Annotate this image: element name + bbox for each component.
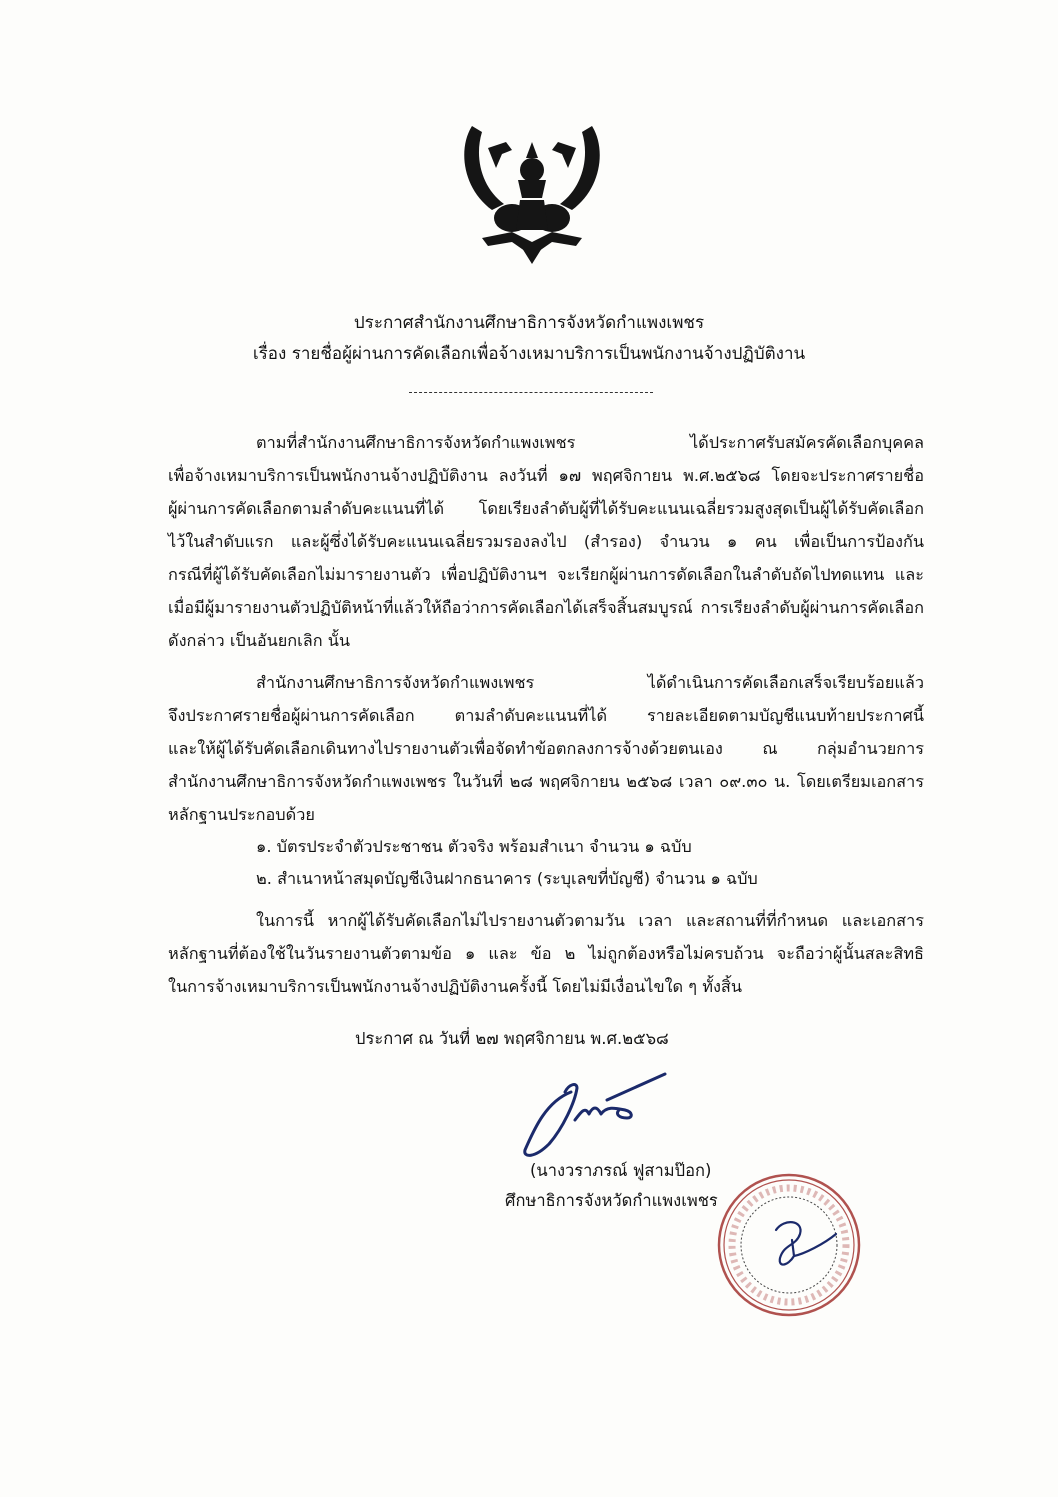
paragraph1-line: เพื่อจ้างเหมาบริการเป็นพนักงานจ้างปฏิบัติงาน ลงวันที่ ๑๗ พฤศจิกายน พ.ศ.๒๕๖๘ โดยจะประกาศรายชื่อ: [168, 466, 924, 485]
paragraph3-line: ในการนี้ หากผู้ได้รับคัดเลือกไม่ไปรายงานตัวตามวัน เวลา และสถานที่ที่กำหนด และเอกสาร: [256, 911, 924, 930]
document-list-item: ๑. บัตรประจำตัวประชาชน ตัวจริง พร้อมสำเนา จำนวน ๑ ฉบับ: [256, 837, 692, 856]
paragraph1-line: ตามที่สำนักงานศึกษาธิการจังหวัดกำแพงเพชร ได้ประกาศรับสมัครคัดเลือกบุคคล: [256, 433, 924, 452]
announcement-title: ประกาศสำนักงานศึกษาธิการจังหวัดกำแพงเพชร: [353, 313, 705, 333]
paragraph1-line: ดังกล่าว เป็นอันยกเลิก นั้น: [168, 631, 350, 650]
paragraph2-line: จึงประกาศรายชื่อผู้ผ่านการคัดเลือก ตามลำดับคะแนนที่ได้ รายละเอียดตามบัญชีแนบท้ายประกาศนี้: [168, 706, 924, 725]
announcement-date: ประกาศ ณ วันที่ ๒๗ พฤศจิกายน พ.ศ.๒๕๖๘: [355, 1029, 669, 1048]
paragraph2-line: หลักฐานประกอบด้วย: [168, 805, 315, 824]
document-list-item: ๒. สำเนาหน้าสมุดบัญชีเงินฝากธนาคาร (ระบุเลขที่บัญชี) จำนวน ๑ ฉบับ: [256, 869, 758, 888]
paragraph3-line: หลักฐานที่ต้องใช้ในวันรายงานตัวตามข้อ ๑ และ ข้อ ๒ ไม่ถูกต้องหรือไม่ครบถ้วน จะถือว่าผู้นั้นสละสิทธิ: [168, 944, 924, 963]
paragraph2-line: สำนักงานศึกษาธิการจังหวัดกำแพงเพชร ในวันที่ ๒๘ พฤศจิกายน ๒๕๖๘ เวลา ๐๙.๓๐ น. โดยเตรียมเอกสาร: [168, 772, 924, 791]
paragraph2-line: และให้ผู้ได้รับคัดเลือกเดินทางไปรายงานตัวเพื่อจัดทำข้อตกลงการจ้างด้วยตนเอง ณ กลุ่มอำนวยการ: [168, 739, 924, 758]
signatory-title: ศึกษาธิการจังหวัดกำแพงเพชร: [505, 1191, 718, 1210]
paragraph3-line: ในการจ้างเหมาบริการเป็นพนักงานจ้างปฏิบัติงานครั้งนี้ โดยไม่มีเงื่อนไขใด ๆ ทั้งสิ้น: [168, 977, 742, 996]
divider: [409, 392, 653, 393]
paragraph1-line: เมื่อมีผู้มารายงานตัวปฏิบัติหน้าที่แล้วให้ถือว่าการคัดเลือกได้เสร็จสิ้นสมบูรณ์ การเรียงลำดับผู้ผ่านการคัดเลือก: [168, 598, 924, 617]
garuda-emblem-icon: [452, 118, 612, 268]
announcement-subject: เรื่อง รายชื่อผู้ผ่านการคัดเลือกเพื่อจ้างเหมาบริการเป็นพนักงานจ้างปฏิบัติงาน: [252, 344, 806, 364]
official-seal-icon: [714, 1170, 864, 1320]
handwritten-signature-icon: [515, 1062, 675, 1162]
paragraph1-line: กรณีที่ผู้ได้รับคัดเลือกไม่มารายงานตัว เพื่อปฏิบัติงานฯ จะเรียกผู้ผ่านการดัดเลือกในลำดับถัดไปทดแทน และ: [168, 565, 924, 584]
paragraph1-line: ไว้ในสำดับแรก และผู้ซึ่งได้รับคะแนนเฉลี่ยรวมรองลงไป (สำรอง) จำนวน ๑ คน เพื่อเป็นการป้องกัน: [168, 532, 924, 551]
signatory-name: (นางวราภรณ์ ฟูสามป๊อก): [530, 1161, 712, 1180]
paragraph1-line: ผู้ผ่านการคัดเลือกตามลำดับคะแนนที่ได้ โดยเรียงลำดับผู้ที่ได้รับคะแนนเฉลี่ยรวมสูงสุดเป็นผู้ได้รับคัดเลือก: [168, 499, 924, 518]
paragraph2-line: สำนักงานศึกษาธิการจังหวัดกำแพงเพชร ได้ดำเนินการคัดเลือกเสร็จเรียบร้อยแล้ว: [256, 673, 924, 692]
